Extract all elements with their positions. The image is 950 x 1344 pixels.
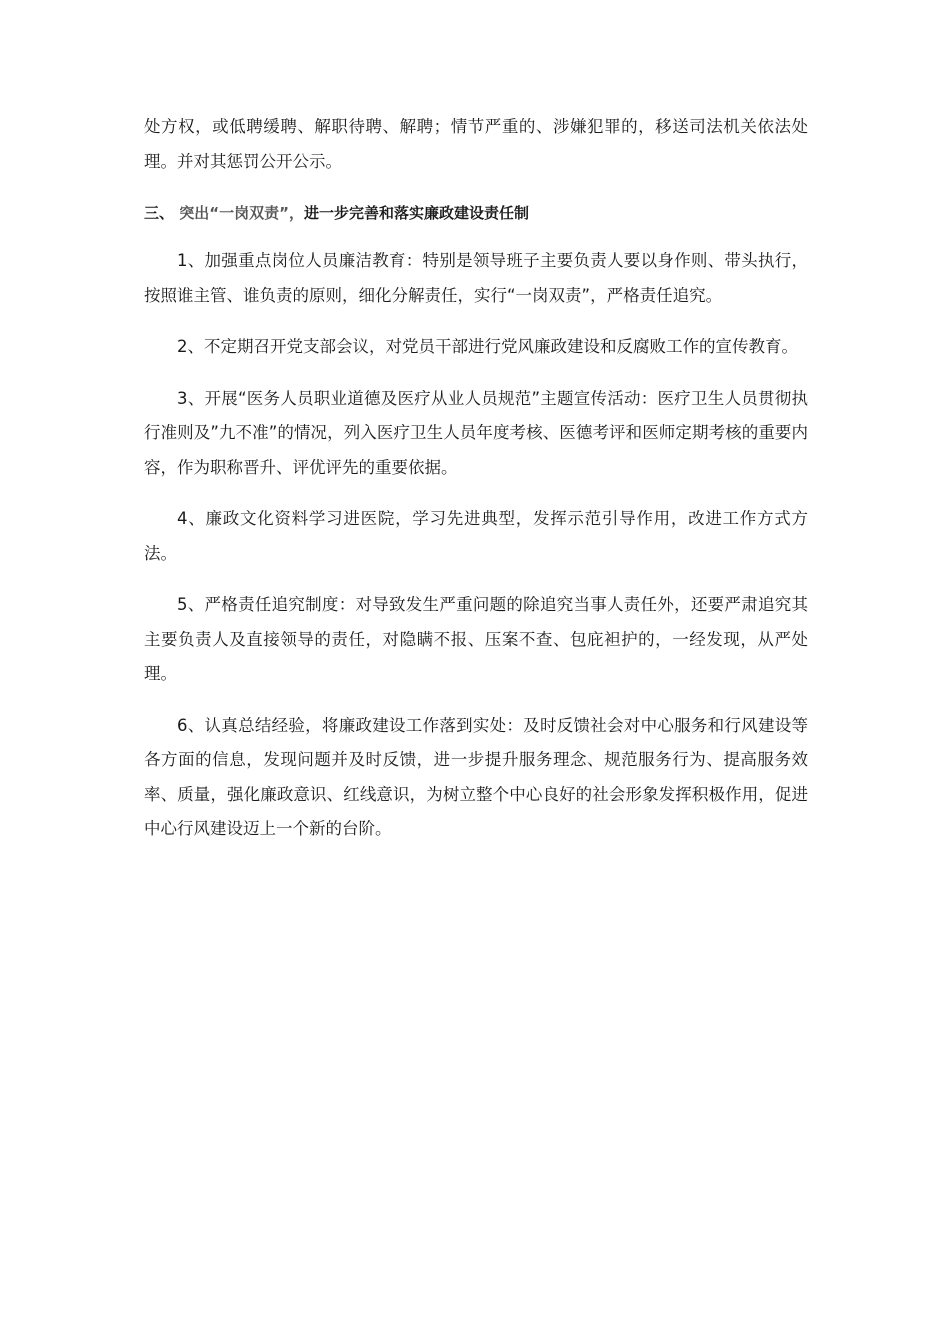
list-item-3: 3、开展“医务人员职业道德及医疗从业人员规范”主题宣传活动：医疗卫生人员贯彻执行准则及”九不准”的情况，列入医疗卫生人员年度考核、医德考评和医师定期考核的重要内容，作为职称晋升、评优评先的重要依据。 — [144, 388, 808, 477]
list-item-4: 4、廉政文化资料学习进医院，学习先进典型，发挥示范引导作用，改进工作方式方法。 — [144, 509, 808, 563]
continuation-paragraph: 处方权，或低聘缓聘、解职待聘、解聘；情节严重的、涉嫌犯罪的，移送司法机关依法处理。并对其惩罚公开公示。 — [144, 117, 808, 171]
section-heading-text: 进一步完善和落实廉政建设责任制 — [303, 204, 529, 222]
document-body — [144, 110, 808, 864]
list-item-5: 5、严格责任追究制度：对导致发生严重问题的除追究当事人责任外，还要严肃追究其主要负责人及直接领导的责任，对隐瞒不报、压案不查、包庇袒护的，一经发现，从严处理。 — [144, 595, 808, 683]
section-heading-highlight: 突出“一岗双责”， — [179, 204, 304, 222]
list-item-2: 2、不定期召开党支部会议，对党员干部进行党风廉政建设和反腐败工作的宣传教育。 — [177, 337, 798, 356]
list-item-1: 1、加强重点岗位人员廉洁教育：特别是领导班子主要负责人要以身作则、带头执行， 按照谁主管、谁负责的原则，细化分解责任，实行“一岗双责”，严格责任追究。 — [144, 251, 808, 305]
section-heading — [144, 196, 808, 230]
list-item-6: 6、认真总结经验，将廉政建设工作落到实处：及时反馈社会对中心服务和行风建设等各方面的信息，发现问题并及时反馈，进一步提升服务理念、规范服务行为、提高服务效率、质量，强化廉政意识、红线意识，为树立整个中心良好的社会形象发挥积极作用，促进中心行风建设迈上一个新的台阶。 — [144, 715, 808, 838]
section-number: 三、 — [144, 204, 180, 222]
